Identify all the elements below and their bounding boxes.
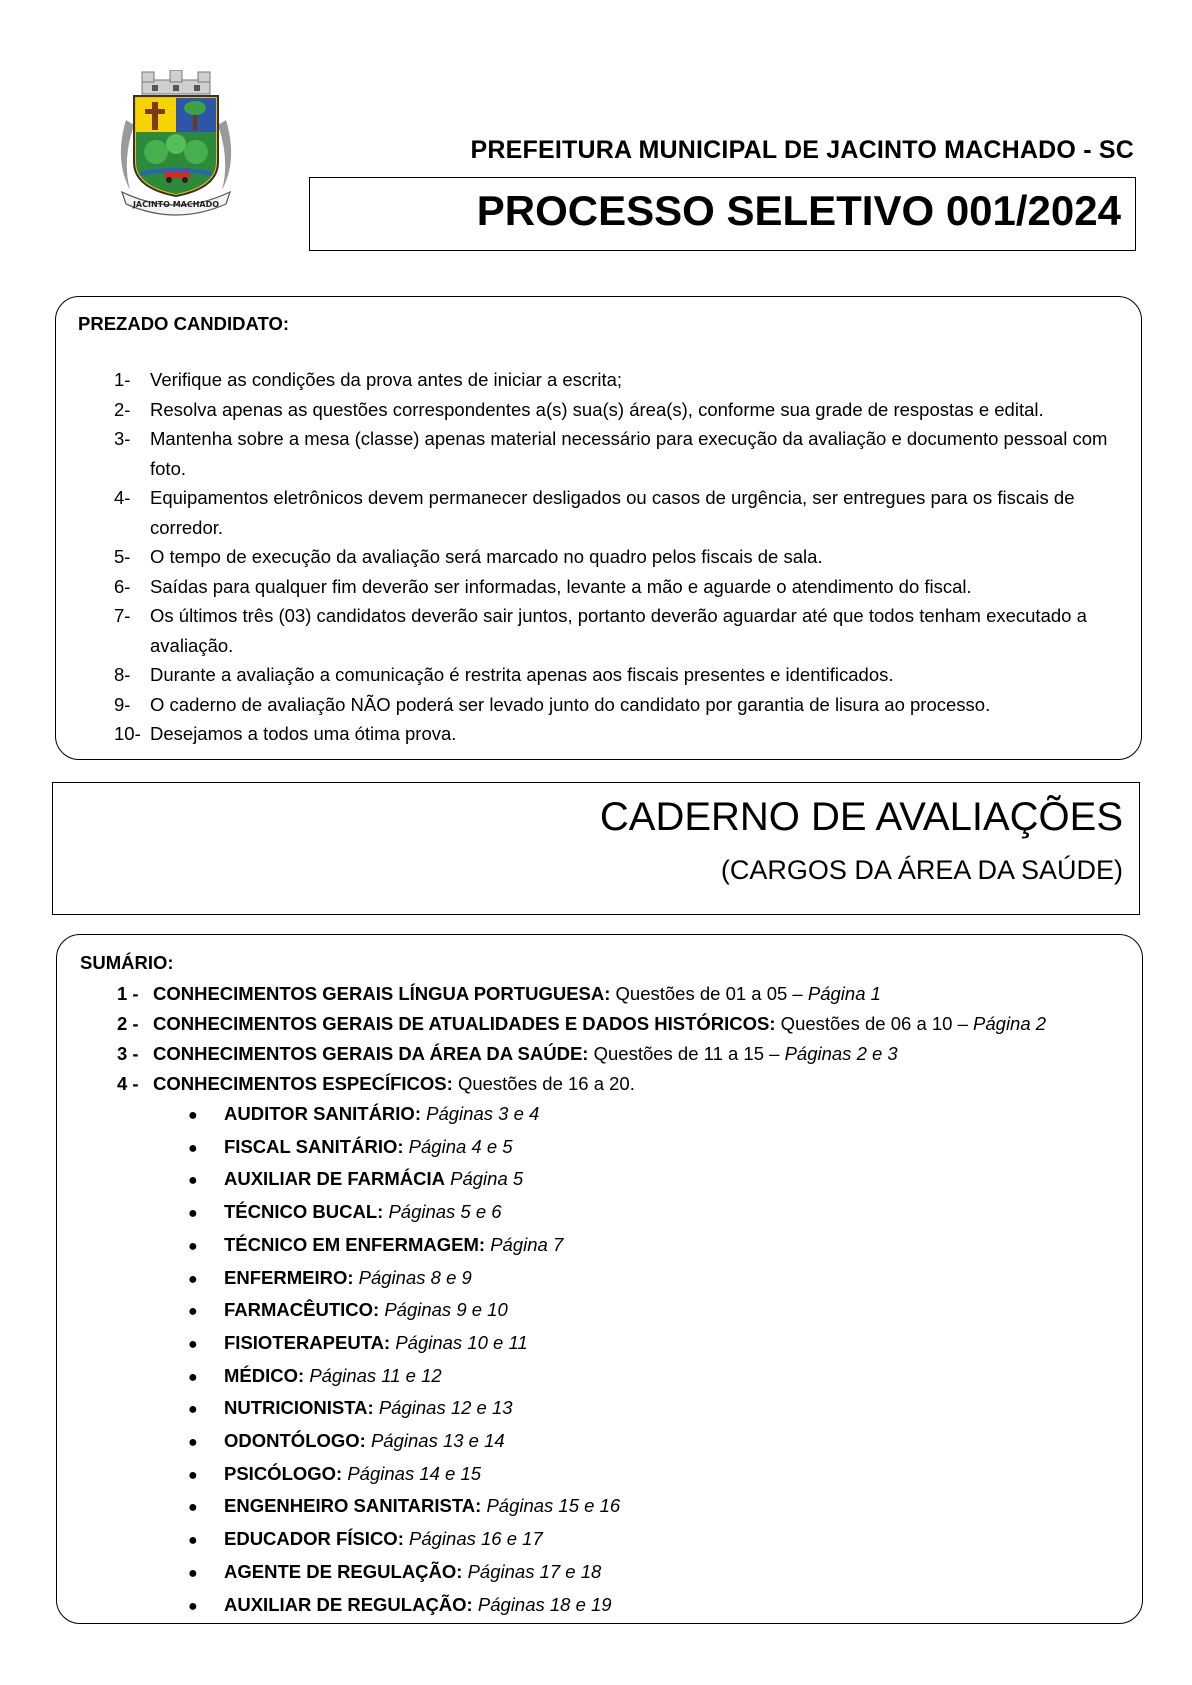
instruction-number: 1- bbox=[114, 369, 131, 390]
municipal-crest-logo bbox=[112, 70, 240, 216]
caderno-box bbox=[52, 782, 1140, 915]
cargo-label: AUXILIAR DE FARMÁCIA bbox=[224, 1168, 445, 1190]
summary-section-item bbox=[117, 1009, 1117, 1039]
cargo-label: ENGENHEIRO SANITARISTA: bbox=[224, 1495, 482, 1517]
instruction-item bbox=[114, 572, 1124, 602]
instruction-number: 9- bbox=[114, 693, 131, 715]
cargo-item bbox=[188, 1230, 988, 1263]
bullet-icon: ● bbox=[188, 1270, 198, 1288]
summary-section-item bbox=[117, 1069, 1117, 1099]
shield-icon bbox=[134, 96, 218, 196]
bullet-icon: ● bbox=[188, 1139, 198, 1157]
cargo-pages: Páginas 8 e 9 bbox=[358, 1266, 472, 1288]
bullet-icon: ● bbox=[188, 1597, 198, 1615]
crown-icon bbox=[142, 70, 210, 94]
section-label: CONHECIMENTOS GERAIS LÍNGUA PORTUGUESA: bbox=[153, 983, 611, 1004]
bullet-icon: ● bbox=[188, 1368, 198, 1386]
cargos-list bbox=[188, 1099, 988, 1622]
section-label: CONHECIMENTOS GERAIS DE ATUALIDADES E DADOS HISTÓRICOS: bbox=[153, 1013, 776, 1034]
cargo-item bbox=[188, 1132, 988, 1165]
cargo-label: ODONTÓLOGO: bbox=[224, 1430, 366, 1452]
cargo-pages: Página 4 e 5 bbox=[408, 1135, 513, 1157]
instruction-item bbox=[114, 365, 1124, 395]
instruction-text: Os últimos três (03) candidatos deverão sair juntos, portanto deverão aguardar até que todos tenham executado a avaliação. bbox=[150, 605, 1087, 656]
cargo-pages: Página 7 bbox=[490, 1233, 564, 1255]
bullet-icon: ● bbox=[188, 1564, 198, 1582]
instruction-number: 7- bbox=[114, 605, 131, 626]
instruction-text: O tempo de execução da avaliação será marcado no quadro pelos fiscais de sala. bbox=[150, 546, 823, 567]
section-number: 2 - bbox=[117, 1013, 139, 1034]
cargo-item bbox=[188, 1361, 988, 1394]
cargo-label: MÉDICO: bbox=[224, 1364, 305, 1386]
cargo-item bbox=[188, 1328, 988, 1361]
instruction-item bbox=[114, 601, 1124, 660]
cargo-label: AUXILIAR DE REGULAÇÃO: bbox=[224, 1593, 473, 1615]
process-title-box bbox=[309, 177, 1136, 251]
crest-banner-text: JACINTO MACHADO bbox=[132, 200, 220, 209]
instruction-text: Desejamos a todos uma ótima prova. bbox=[150, 723, 457, 744]
instruction-text: Mantenha sobre a mesa (classe) apenas material necessário para execução da avaliação e documento pessoal com foto. bbox=[150, 428, 1108, 479]
summary-heading: SUMÁRIO: bbox=[80, 952, 174, 973]
instruction-number: 8- bbox=[114, 664, 131, 685]
section-questions: Questões de 01 a 05 – bbox=[610, 983, 808, 1004]
instructions-list bbox=[114, 365, 1124, 749]
instructions-box bbox=[55, 296, 1142, 760]
cargo-pages: Páginas 17 e 18 bbox=[467, 1560, 602, 1582]
cargo-item bbox=[188, 1295, 988, 1328]
instruction-number: 6- bbox=[114, 575, 131, 597]
cargo-pages: Páginas 13 e 14 bbox=[370, 1430, 505, 1452]
cargo-label: AGENTE DE REGULAÇÃO: bbox=[224, 1560, 463, 1582]
cargo-item bbox=[188, 1426, 988, 1459]
cargo-item bbox=[188, 1459, 988, 1492]
instruction-text: Resolva apenas as questões correspondentes a(s) sua(s) área(s), conforme sua grade de respostas e edital. bbox=[150, 398, 1044, 420]
bullet-icon: ● bbox=[188, 1205, 198, 1223]
summary-sections-list bbox=[117, 979, 1117, 1099]
summary-section-item bbox=[117, 1039, 1117, 1069]
prefeitura-heading: PREFEITURA MUNICIPAL DE JACINTO MACHADO - SC bbox=[470, 136, 1134, 164]
bullet-icon: ● bbox=[188, 1237, 198, 1255]
bullet-icon: ● bbox=[188, 1172, 198, 1190]
bullet-icon: ● bbox=[188, 1532, 198, 1550]
cargo-pages: Páginas 12 e 13 bbox=[378, 1397, 513, 1419]
instruction-item bbox=[114, 542, 1124, 572]
section-pages: Páginas 2 e 3 bbox=[784, 1043, 898, 1064]
cargo-label: NUTRICIONISTA: bbox=[224, 1397, 374, 1419]
cargo-pages: Páginas 15 e 16 bbox=[486, 1495, 621, 1517]
instruction-text: Equipamentos eletrônicos devem permanecer desligados ou casos de urgência, ser entregues para os fiscais de corredor. bbox=[150, 487, 1075, 538]
cargo-item bbox=[188, 1164, 988, 1197]
summary-box bbox=[56, 934, 1143, 1624]
section-questions: Questões de 06 a 10 – bbox=[775, 1013, 974, 1034]
bullet-icon: ● bbox=[188, 1335, 198, 1353]
process-title: PROCESSO SELETIVO 001/2024 bbox=[476, 187, 1121, 234]
cargo-pages: Páginas 14 e 15 bbox=[347, 1462, 482, 1484]
cargo-label: EDUCADOR FÍSICO: bbox=[224, 1528, 404, 1550]
cargo-item bbox=[188, 1263, 988, 1296]
cargo-pages: Páginas 5 e 6 bbox=[388, 1201, 502, 1223]
cargo-label: ENFERMEIRO: bbox=[224, 1266, 354, 1288]
cargo-item bbox=[188, 1557, 988, 1590]
section-label: CONHECIMENTOS ESPECÍFICOS: bbox=[153, 1073, 453, 1094]
instruction-item bbox=[114, 660, 1124, 690]
section-number: 4 - bbox=[117, 1073, 139, 1094]
cargo-label: PSICÓLOGO: bbox=[224, 1462, 343, 1484]
caderno-subtitle: (CARGOS DA ÁREA DA SAÚDE) bbox=[720, 855, 1123, 885]
instruction-text: Verifique as condições da prova antes de iniciar a escrita; bbox=[150, 369, 623, 390]
instruction-item bbox=[114, 424, 1124, 483]
cargo-label: FISCAL SANITÁRIO: bbox=[224, 1135, 404, 1157]
instruction-number: 5- bbox=[114, 546, 131, 567]
instruction-number: 2- bbox=[114, 398, 131, 420]
cargo-item bbox=[188, 1524, 988, 1557]
section-questions: Questões de 16 a 20. bbox=[452, 1073, 635, 1094]
instructions-heading: PREZADO CANDIDATO: bbox=[78, 313, 290, 334]
section-label: CONHECIMENTOS GERAIS DA ÁREA DA SAÚDE: bbox=[153, 1043, 589, 1064]
cargo-item bbox=[188, 1491, 988, 1524]
instruction-item bbox=[114, 395, 1124, 425]
cargo-item bbox=[188, 1197, 988, 1230]
cargo-item bbox=[188, 1590, 988, 1623]
instruction-item bbox=[114, 690, 1124, 720]
section-number: 1 - bbox=[117, 983, 139, 1004]
cargo-label: FARMACÊUTICO: bbox=[224, 1299, 380, 1321]
bullet-icon: ● bbox=[188, 1401, 198, 1419]
instruction-item bbox=[114, 719, 1124, 749]
section-questions: Questões de 11 a 15 – bbox=[588, 1043, 785, 1064]
instruction-number: 4- bbox=[114, 487, 131, 508]
bullet-icon: ● bbox=[188, 1466, 198, 1484]
cargo-pages: Páginas 16 e 17 bbox=[409, 1528, 543, 1550]
bullet-icon: ● bbox=[188, 1434, 198, 1452]
cargo-pages: Páginas 10 e 11 bbox=[395, 1331, 528, 1353]
instruction-text: Saídas para qualquer fim deverão ser informadas, levante a mão e aguarde o atendimento do fiscal. bbox=[150, 575, 972, 597]
section-pages: Página 2 bbox=[973, 1013, 1047, 1034]
section-number: 3 - bbox=[117, 1043, 139, 1064]
cargo-pages: Páginas 18 e 19 bbox=[477, 1593, 612, 1615]
cargo-pages: Páginas 11 e 12 bbox=[309, 1364, 442, 1386]
bullet-icon: ● bbox=[188, 1499, 198, 1517]
instruction-text: O caderno de avaliação NÃO poderá ser levado junto do candidato por garantia de lisura ao processo. bbox=[150, 693, 991, 715]
cargo-pages: Página 5 bbox=[450, 1168, 524, 1190]
caderno-title: CADERNO DE AVALIAÇÕES bbox=[599, 795, 1123, 839]
cargo-label: AUDITOR SANITÁRIO: bbox=[224, 1103, 421, 1124]
instruction-number: 10- bbox=[114, 723, 141, 744]
cargo-label: TÉCNICO BUCAL: bbox=[224, 1201, 384, 1223]
bullet-icon: ● bbox=[188, 1107, 198, 1124]
summary-section-item bbox=[117, 979, 1117, 1009]
instruction-number: 3- bbox=[114, 428, 131, 449]
cargo-item bbox=[188, 1393, 988, 1426]
cargo-label: TÉCNICO EM ENFERMAGEM: bbox=[224, 1233, 486, 1255]
section-pages: Página 1 bbox=[807, 983, 881, 1004]
cargo-label: FISIOTERAPEUTA: bbox=[224, 1331, 391, 1353]
bullet-icon: ● bbox=[188, 1303, 198, 1321]
instruction-text: Durante a avaliação a comunicação é restrita apenas aos fiscais presentes e identificados. bbox=[150, 664, 894, 685]
instruction-item bbox=[114, 483, 1124, 542]
cargo-pages: Páginas 3 e 4 bbox=[426, 1103, 540, 1124]
cargo-pages: Páginas 9 e 10 bbox=[384, 1299, 508, 1321]
cargo-item bbox=[188, 1099, 988, 1132]
